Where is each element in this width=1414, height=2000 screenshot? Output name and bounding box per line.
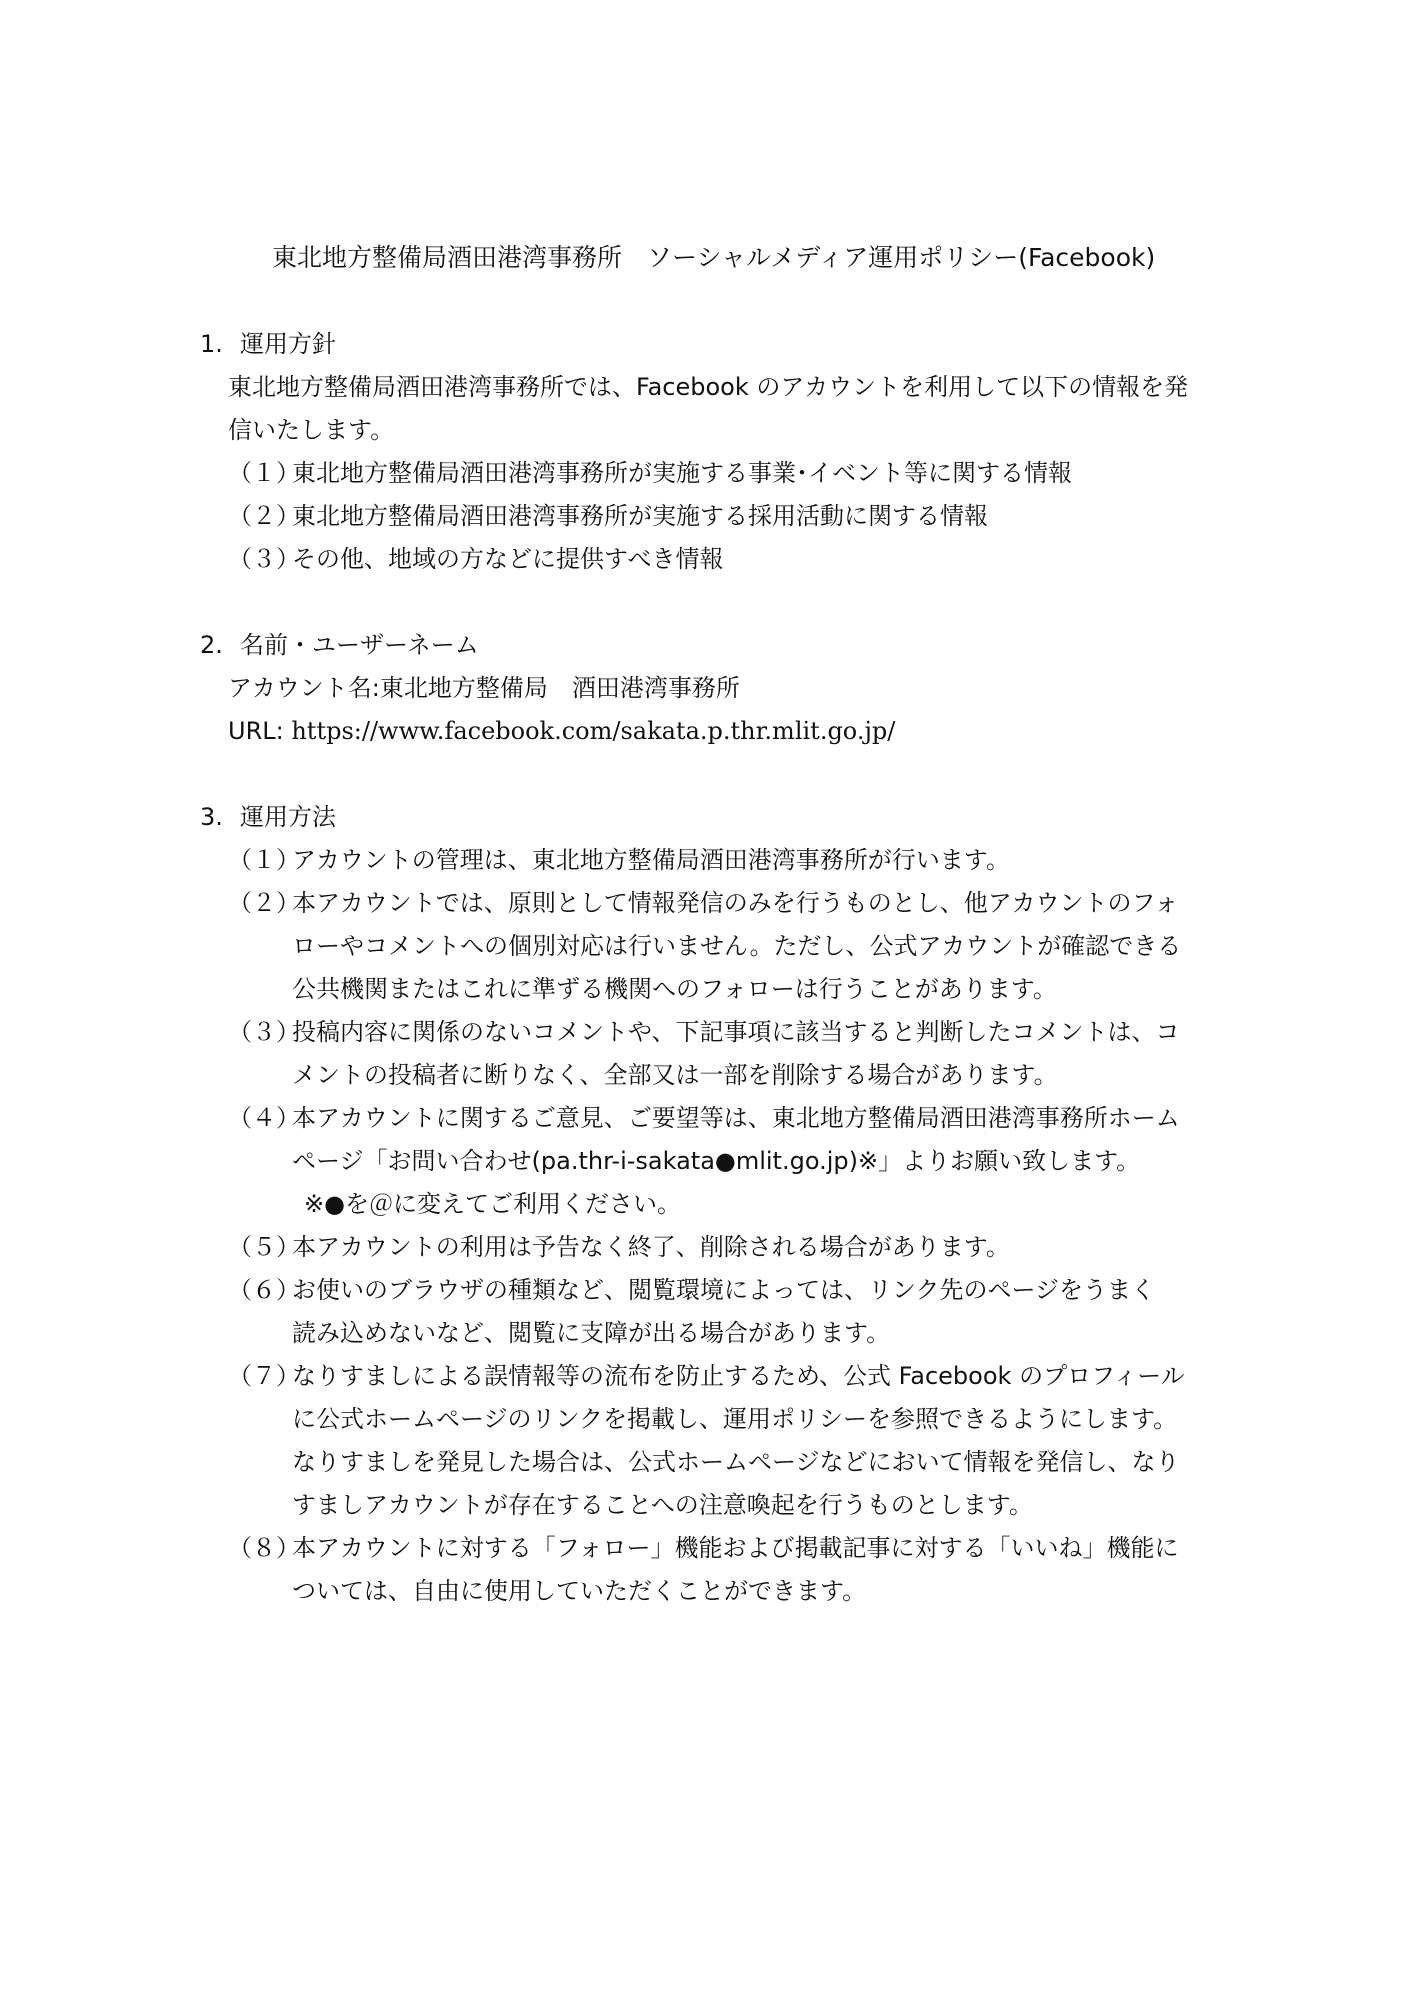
list-item — [200, 1527, 1220, 1613]
item-marker: （３） — [228, 1018, 300, 1046]
item-marker: （８） — [228, 1534, 300, 1562]
section-name — [200, 624, 1220, 753]
item-marker: （２） — [228, 889, 300, 917]
list-item — [200, 495, 1220, 538]
section-heading — [200, 323, 1220, 366]
list-item — [200, 1097, 1220, 1226]
item-marker: （２） — [228, 502, 300, 530]
list-item — [200, 452, 1220, 495]
item-text: なりすましを発見した場合は、公式ホームページなどにおいて情報を発信し、なり — [292, 1448, 1180, 1476]
intro-line: 信いたします。 — [228, 416, 395, 444]
account-name-label: アカウント名: — [228, 674, 380, 702]
section-title: 運用方針 — [240, 330, 336, 358]
item-text: ページ「お問い合わせ(pa.thr-i-sakata●mlit.go.jp)※」よりお願い致します。 — [292, 1147, 1141, 1175]
item-text: に公式ホームページのリンクを掲載し、運用ポリシーを参照できるようにします。 — [292, 1405, 1178, 1433]
item-marker: （４） — [228, 1104, 300, 1132]
facebook-url-link[interactable]: https://www.facebook.com/sakata.p.thr.mlit.go.jp/ — [291, 717, 896, 745]
list-item — [200, 1269, 1220, 1355]
item-text: すましアカウントが存在することへの注意喚起を行うものとします。 — [292, 1491, 1033, 1519]
account-name-value: 東北地方整備局 酒田港湾事務所 — [379, 674, 740, 702]
item-text: メントの投稿者に断りなく、全部又は一部を削除する場合があります。 — [292, 1061, 1058, 1089]
section-title: 名前・ユーザーネーム — [240, 631, 479, 659]
item-text: 本アカウントに関するご意見、ご要望等は、東北地方整備局酒田港湾事務所ホーム — [292, 1104, 1180, 1132]
item-text: 東北地方整備局酒田港湾事務所が実施する採用活動に関する情報 — [292, 502, 988, 530]
item-marker: （７） — [228, 1362, 300, 1390]
section-operation — [200, 796, 1220, 1613]
item-text: ローやコメントへの個別対応は行いません。ただし、公式アカウントが確認できる — [292, 932, 1182, 960]
item-text: お使いのブラウザの種類など、閲覧環境によっては、リンク先のページをうまく — [292, 1276, 1156, 1304]
section-heading — [200, 624, 1220, 667]
list-item — [200, 882, 1220, 1011]
section-number: 2. — [200, 631, 223, 659]
item-text: ついては、自由に使用していただくことができます。 — [292, 1577, 867, 1605]
item-note: ※●を＠に変えてご利用ください。 — [304, 1190, 682, 1218]
item-marker: （１） — [228, 846, 300, 874]
item-text: アカウントの管理は、東北地方整備局酒田港湾事務所が行います。 — [292, 846, 1010, 874]
intro-line: 東北地方整備局酒田港湾事務所では、Facebook のアカウントを利用して以下の情報を発 — [228, 373, 1189, 401]
list-item — [200, 1011, 1220, 1097]
item-text: 読み込めないなど、閲覧に支障が出る場合があります。 — [292, 1319, 891, 1347]
list-item — [200, 1226, 1220, 1269]
list-item — [200, 839, 1220, 882]
url-line — [200, 710, 1220, 753]
item-text: 投稿内容に関係のないコメントや、下記事項に該当すると判断したコメントは、コ — [292, 1018, 1180, 1046]
section-number: 1. — [200, 330, 223, 358]
item-marker: （６） — [228, 1276, 300, 1304]
list-item — [200, 538, 1220, 581]
section-policy — [200, 323, 1220, 581]
url-label: URL: — [228, 717, 284, 745]
item-text: 本アカウントに対する「フォロー」機能および掲載記事に対する「いいね」機能に — [292, 1534, 1179, 1562]
item-marker: （３） — [228, 545, 300, 573]
item-text: 本アカウントの利用は予告なく終了、削除される場合があります。 — [292, 1233, 1010, 1261]
item-text: その他、地域の方などに提供すべき情報 — [292, 545, 724, 573]
section-title: 運用方法 — [240, 803, 336, 831]
item-text: 東北地方整備局酒田港湾事務所が実施する事業･イベント等に関する情報 — [292, 459, 1072, 487]
account-name-line — [200, 667, 1220, 710]
item-text: 本アカウントでは、原則として情報発信のみを行うものとし、他アカウントのフォ — [292, 889, 1179, 917]
list-item — [200, 1355, 1220, 1527]
item-marker: （１） — [228, 459, 300, 487]
item-text: 公共機関またはこれに準ずる機関へのフォローは行うことがあります。 — [292, 975, 1057, 1003]
section-number: 3. — [200, 803, 223, 831]
item-marker: （５） — [228, 1233, 300, 1261]
section-heading — [200, 796, 1220, 839]
document-title: 東北地方整備局酒田港湾事務所 ソーシャルメディア運用ポリシー(Facebook) — [272, 243, 1156, 272]
item-text: なりすましによる誤情報等の流布を防止するため、公式 Facebook のプロフィール — [292, 1362, 1185, 1390]
